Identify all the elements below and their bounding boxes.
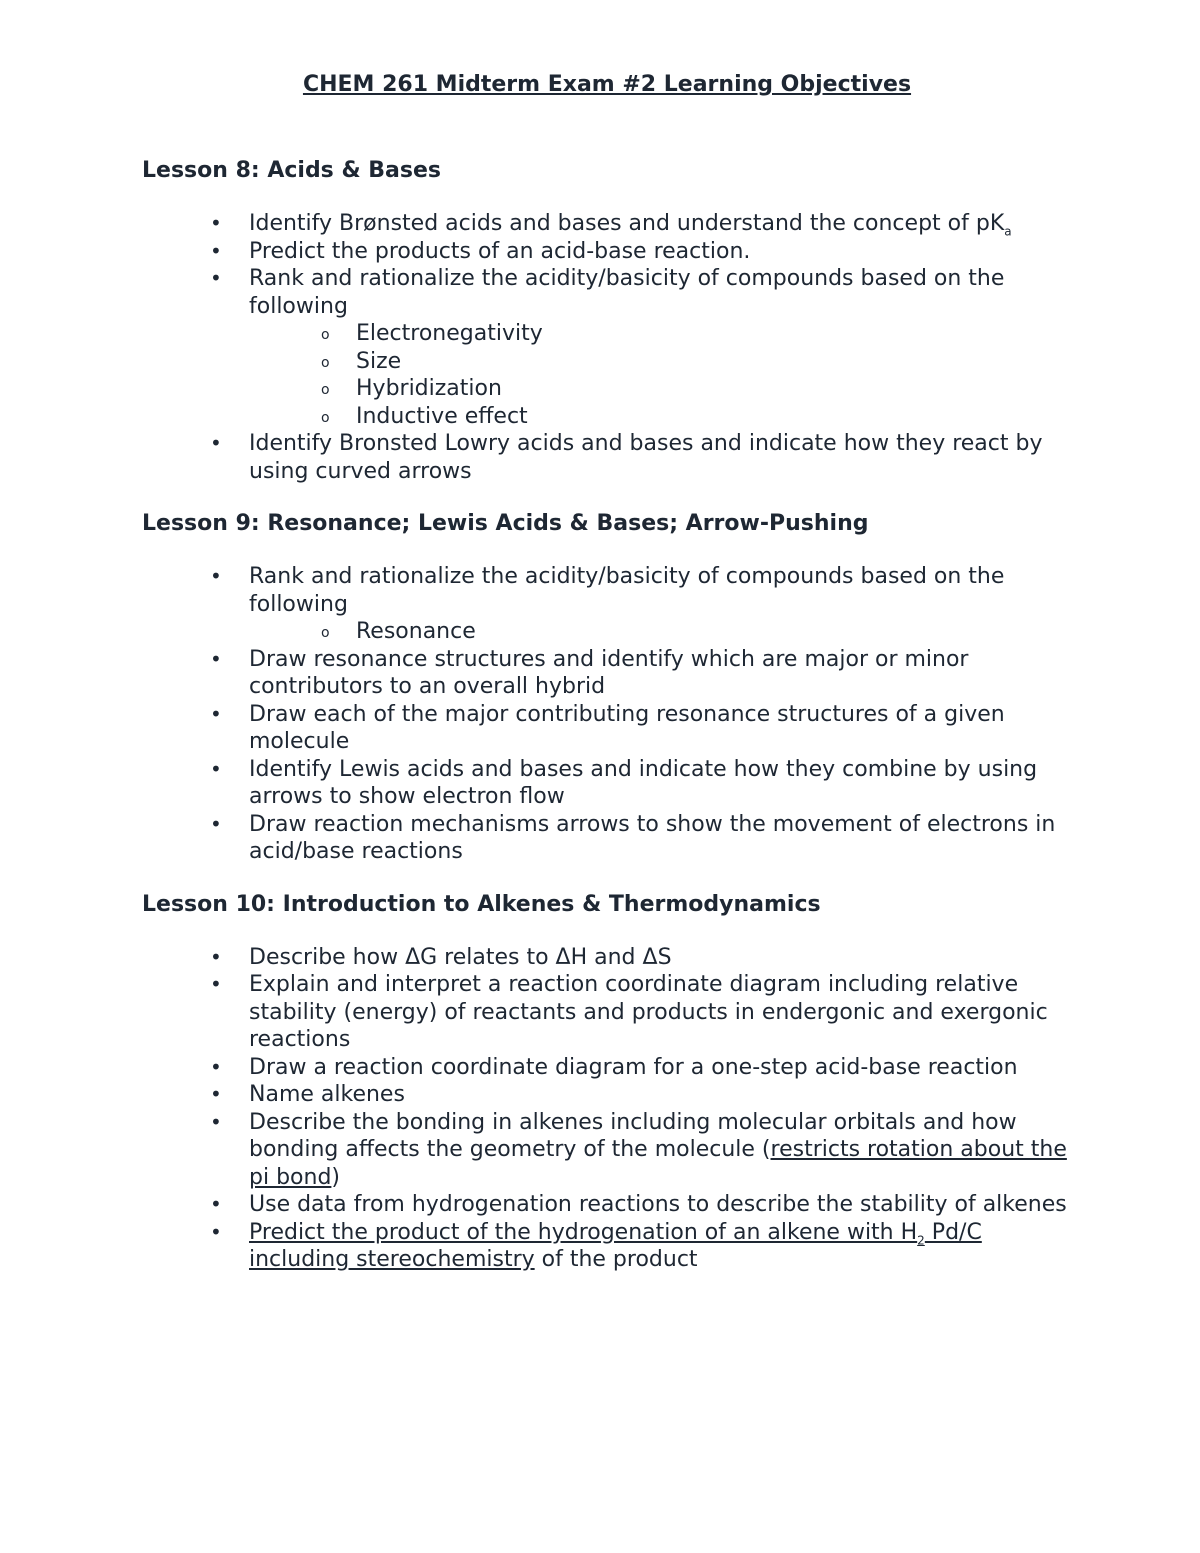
sub-list-item bbox=[249, 348, 1072, 376]
list-item bbox=[142, 1191, 1072, 1219]
list-item bbox=[142, 944, 1072, 972]
list-item bbox=[142, 971, 1072, 1054]
bullet-icon: • bbox=[210, 1219, 222, 1244]
underlined-text: Predict the product of the hydrogenation of an alkene with H bbox=[249, 1219, 918, 1245]
sub-objective-text: Resonance bbox=[356, 619, 476, 644]
subscript-2: 2 bbox=[917, 1232, 925, 1247]
list-item bbox=[142, 1081, 1072, 1109]
lesson-10-heading: Lesson 10: Introduction to Alkenes & Thermodynamics bbox=[142, 891, 821, 917]
objective-text: Describe how ΔG relates to ΔH and ΔS bbox=[249, 944, 672, 970]
lesson-8-sub-objectives bbox=[142, 320, 1072, 430]
list-item bbox=[142, 1219, 1072, 1274]
objective-text: Draw reaction mechanisms arrows to show the movement of electrons in acid/base reactions bbox=[249, 811, 1056, 864]
objective-text: Rank and rationalize the acidity/basicity of compounds based on the following bbox=[249, 266, 1005, 319]
sub-objective-text: Hybridization bbox=[356, 376, 502, 401]
bullet-icon: • bbox=[210, 431, 222, 455]
objective-text: Explain and interpret a reaction coordinate diagram including relative stability (energy) of reactants and products in endergonic and exergonic reactions bbox=[249, 972, 1048, 1052]
subscript-a: a bbox=[1004, 224, 1012, 239]
lesson-9-sub-objectives bbox=[142, 618, 1072, 646]
lesson-9-objectives-cont bbox=[142, 646, 1072, 866]
bullet-icon: • bbox=[210, 266, 222, 290]
lesson-8-section bbox=[142, 154, 1072, 485]
bullet-icon: • bbox=[210, 701, 222, 726]
list-item bbox=[142, 238, 1072, 266]
sub-list-item bbox=[249, 618, 1072, 646]
document-page bbox=[142, 68, 1072, 1296]
bullet-icon: • bbox=[210, 1109, 222, 1134]
sub-bullet-icon: o bbox=[321, 409, 330, 426]
objective-text: Draw a reaction coordinate diagram for a one-step acid-base reaction bbox=[249, 1054, 1018, 1080]
sub-list-item bbox=[249, 403, 1072, 431]
lesson-8-heading: Lesson 8: Acids & Bases bbox=[142, 158, 442, 183]
sub-bullet-icon: o bbox=[321, 354, 330, 371]
sub-bullet-icon: o bbox=[321, 382, 330, 398]
objective-text: Rank and rationalize the acidity/basicity of compounds based on the following bbox=[249, 564, 1005, 617]
lesson-10-section bbox=[142, 888, 1072, 1274]
objective-text: Describe the bonding in alkenes including molecular orbitals and how bonding affects the geometry of the molecule ( bbox=[249, 1109, 1017, 1162]
list-item bbox=[142, 563, 1072, 618]
sub-bullet-icon: o bbox=[321, 625, 330, 641]
bullet-icon: • bbox=[210, 756, 222, 781]
list-item bbox=[142, 646, 1072, 701]
lesson-8-objectives bbox=[142, 210, 1072, 320]
list-item bbox=[142, 701, 1072, 756]
bullet-icon: • bbox=[210, 944, 222, 969]
underlined-text-cont: Pd/C including stereochemistry bbox=[249, 1219, 982, 1272]
sub-list-item bbox=[249, 375, 1072, 403]
list-item bbox=[142, 430, 1072, 485]
bullet-icon: • bbox=[210, 972, 222, 996]
bullet-icon: • bbox=[210, 646, 222, 671]
bullet-icon: • bbox=[210, 1082, 222, 1106]
lesson-10-objectives bbox=[142, 944, 1072, 1274]
bullet-icon: • bbox=[210, 564, 222, 588]
sub-objective-text: Electronegativity bbox=[356, 321, 543, 346]
bullet-icon: • bbox=[210, 811, 222, 836]
bullet-icon: • bbox=[210, 1192, 222, 1216]
objective-text: Identify Brønsted acids and bases and understand the concept of pK bbox=[249, 211, 1005, 236]
bullet-icon: • bbox=[210, 1054, 222, 1079]
list-item bbox=[142, 756, 1072, 811]
objective-text: Draw each of the major contributing resonance structures of a given molecule bbox=[249, 701, 1005, 754]
list-item bbox=[142, 1109, 1072, 1192]
objective-text: Predict the products of an acid-base reaction. bbox=[249, 238, 751, 264]
sub-objective-text: Inductive effect bbox=[356, 403, 528, 429]
document-title: CHEM 261 Midterm Exam #2 Learning Objectives bbox=[302, 72, 912, 97]
list-item bbox=[142, 265, 1072, 320]
underlined-text: restricts rotation about the pi bond bbox=[249, 1137, 1067, 1190]
objective-text-end: ) bbox=[331, 1164, 340, 1190]
bullet-icon: • bbox=[210, 211, 222, 235]
sub-list-item bbox=[249, 320, 1072, 348]
bullet-icon: • bbox=[210, 238, 222, 263]
list-item bbox=[142, 811, 1072, 866]
list-item bbox=[142, 1054, 1072, 1082]
objective-text: Draw resonance structures and identify which are major or minor contributors to an overall hybrid bbox=[249, 646, 969, 699]
objective-text: Use data from hydrogenation reactions to describe the stability of alkenes bbox=[249, 1192, 1067, 1217]
list-item bbox=[142, 210, 1072, 238]
sub-bullet-icon: o bbox=[321, 327, 330, 343]
objective-text: Identify Lewis acids and bases and indicate how they combine by using arrows to show electron flow bbox=[249, 756, 1038, 809]
lesson-9-objectives bbox=[142, 563, 1072, 618]
objective-text-end: of the product bbox=[534, 1247, 698, 1272]
sub-objective-text: Size bbox=[356, 348, 402, 374]
lesson-9-heading: Lesson 9: Resonance; Lewis Acids & Bases; Arrow-Pushing bbox=[142, 511, 869, 536]
objective-text: Name alkenes bbox=[249, 1082, 405, 1107]
objective-text: Identify Bronsted Lowry acids and bases and indicate how they react by using curved arrows bbox=[249, 431, 1043, 484]
lesson-8-objectives-cont bbox=[142, 430, 1072, 485]
lesson-9-section bbox=[142, 507, 1072, 866]
